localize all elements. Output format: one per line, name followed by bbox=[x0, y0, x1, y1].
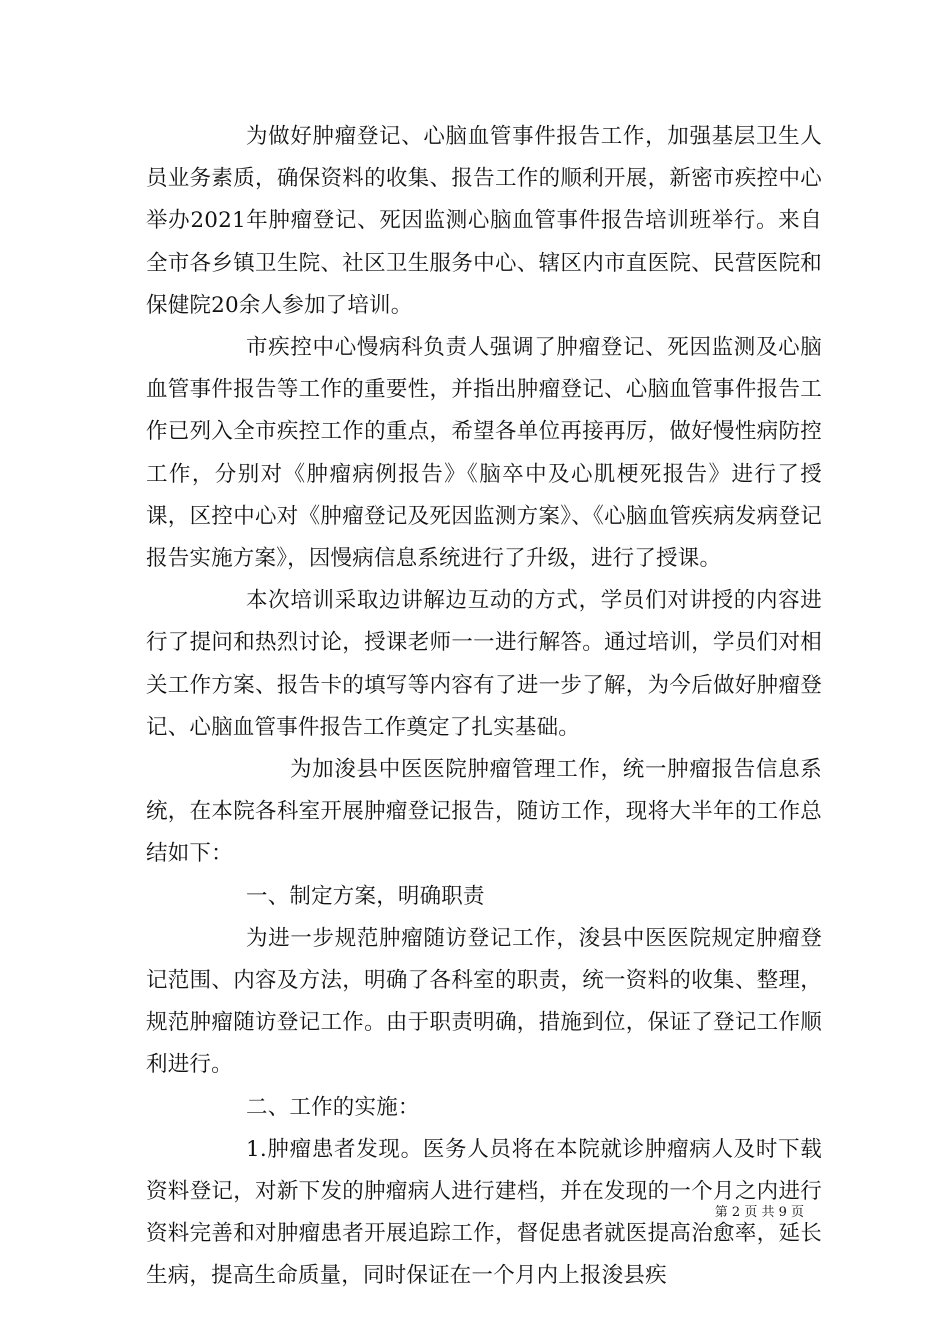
section-heading-1: 一、制定方案，明确职责 bbox=[246, 883, 485, 909]
section-heading-2: 二、工作的实施： bbox=[246, 1094, 420, 1120]
paragraph-training-content: 市疾控中心慢病科负责人强调了肿瘤登记、死因监测及心脑血管事件报告等工作的重要性，并指出肿瘤登记、心脑血管事件报告工作已列入全市疾控工作的重点，希望各单位再接再厉，做好慢性病防控工作，分别对《肿瘤病例报告》《脑卒中及心肌梗死报告》进行了授课，区控中心对《肿瘤登记及死因监测方案》、《心脑血管疾病发病登记报告实施方案》，因慢病信息系统进行了升级，进行了授课。 bbox=[146, 335, 822, 572]
paragraph-summary-intro: 为加浚县中医医院肿瘤管理工作，统一肿瘤报告信息系统，在本院各科室开展肿瘤登记报告，随访工作，现将大半年的工作总结如下： bbox=[146, 757, 822, 867]
paragraph-training-intro: 为做好肿瘤登记、心脑血管事件报告工作，加强基层卫生人员业务素质，确保资料的收集、报告工作的顺利开展，新密市疾控中心举办2021年肿瘤登记、死因监测心脑血管事件报告培训班举行。来自全市各乡镇卫生院、社区卫生服务中心、辖区内市直医院、民营医院和保健院20余人参加了培训。 bbox=[146, 124, 822, 318]
document-body bbox=[146, 116, 822, 1298]
paragraph-responsibilities: 为进一步规范肿瘤随访登记工作，浚县中医医院规定肿瘤登记范围、内容及方法，明确了各科室的职责，统一资料的收集、整理，规范肿瘤随访登记工作。由于职责明确，措施到位，保证了登记工作顺利进行。 bbox=[146, 925, 822, 1078]
page-number-footer: 第 2 页 共 9 页 bbox=[714, 1205, 804, 1220]
paragraph-training-result: 本次培训采取边讲解边互动的方式，学员们对讲授的内容进行了提问和热烈讨论，授课老师一一进行解答。通过培训，学员们对相关工作方案、报告卡的填写等内容有了进一步了解，为今后做好肿瘤登记、心脑血管事件报告工作奠定了扎实基础。 bbox=[146, 588, 822, 740]
paragraph-patient-discovery: 1.肿瘤患者发现。医务人员将在本院就诊肿瘤病人及时下载资料登记，对新下发的肿瘤病人进行建档，并在发现的一个月之内进行资料完善和对肿瘤患者开展追踪工作，督促患者就医提高治愈率，延长生病，提高生命质量，同时保证在一个月内上报浚县疾 bbox=[146, 1136, 822, 1289]
